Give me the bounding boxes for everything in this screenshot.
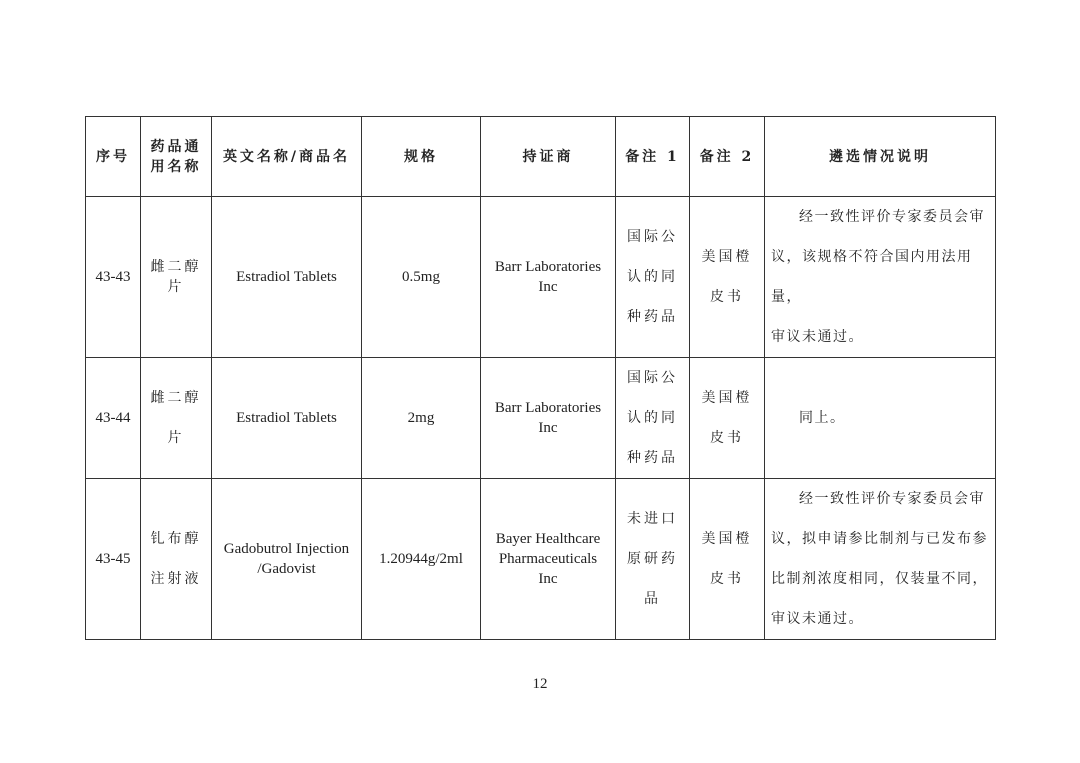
row-note1: [616, 479, 690, 640]
row-generic-name: [141, 197, 212, 358]
row-note1: [616, 197, 690, 358]
explanation-line: 审议未通过。: [771, 329, 864, 345]
row-seq: 43-43: [86, 197, 141, 358]
row-english-name-text: Gadobutrol Injection /Gadovist: [223, 541, 350, 577]
explanation-line: 经一致性评价专家委员会审: [799, 209, 985, 225]
row-explanation: [765, 479, 996, 640]
explanation-line: 议，该规格不符合国内用法用量，: [771, 249, 973, 305]
page-number: 12: [532, 676, 548, 692]
row-note2: [690, 358, 765, 479]
table-header-row: [86, 117, 996, 197]
header-note2: 备注 2: [690, 117, 765, 197]
row-spec: 2mg: [362, 358, 481, 479]
header-seq: 序号: [86, 117, 141, 197]
explanation-line: 比制剂浓度相同，仅装量不同，: [771, 571, 988, 587]
row-note1-text: 国际公 认的同 种药品: [627, 229, 678, 325]
header-generic-name-text: 药品通 用名称: [150, 138, 202, 175]
row-english-name-text: Estradiol Tablets: [236, 410, 337, 426]
row-generic-name-text: 雌二醇 片: [150, 259, 202, 295]
row-note1: [616, 358, 690, 479]
row-english-name: [212, 358, 362, 479]
row-generic-name: [141, 358, 212, 479]
row-generic-name-text: 雌二醇 片: [150, 390, 202, 446]
row-english-name: [212, 479, 362, 640]
row-holder: [481, 358, 616, 479]
row-holder: [481, 479, 616, 640]
row-note1-text: 国际公 认的同 种药品: [627, 370, 678, 466]
row-holder-text: Bayer Healthcare Pharmaceuticals Inc: [495, 531, 601, 587]
header-explanation: 遴选情况说明: [765, 117, 996, 197]
header-generic-name: [141, 117, 212, 197]
row-spec: 0.5mg: [362, 197, 481, 358]
row-explanation: [765, 358, 996, 479]
row-seq: 43-44: [86, 358, 141, 479]
header-holder: 持证商: [481, 117, 616, 197]
row-seq: 43-45: [86, 479, 141, 640]
row-note1-text: 未进口 原研药 品: [627, 511, 678, 607]
row-english-name: [212, 197, 362, 358]
row-explanation: [765, 197, 996, 358]
row-generic-name: [141, 479, 212, 640]
explanation-line: 同上。: [799, 410, 846, 426]
row-holder-text: Barr Laboratories Inc: [494, 259, 602, 295]
header-spec: 规格: [362, 117, 481, 197]
header-note1: 备注 1: [616, 117, 690, 197]
row-generic-name-text: 钆布醇 注射液: [150, 531, 202, 587]
row-spec: 1.20944g/2ml: [362, 479, 481, 640]
row-english-name-text: Estradiol Tablets: [236, 269, 337, 285]
row-note2-text: 美国橙 皮书: [701, 249, 753, 305]
row-note2-text: 美国橙 皮书: [701, 531, 753, 587]
row-holder-text: Barr Laboratories Inc: [494, 400, 602, 436]
explanation-line: 审议未通过。: [771, 611, 864, 627]
row-note2: [690, 479, 765, 640]
row-note2: [690, 197, 765, 358]
row-note2-text: 美国橙 皮书: [701, 390, 753, 446]
table-row: [86, 479, 996, 640]
table-row: [86, 358, 996, 479]
explanation-line: 经一致性评价专家委员会审: [799, 491, 985, 507]
explanation-line: 议，拟申请参比制剂与已发布参: [771, 531, 988, 547]
drug-selection-table: [85, 116, 996, 640]
table-row: [86, 197, 996, 358]
header-english-name: 英文名称/商品名: [212, 117, 362, 197]
row-holder: [481, 197, 616, 358]
